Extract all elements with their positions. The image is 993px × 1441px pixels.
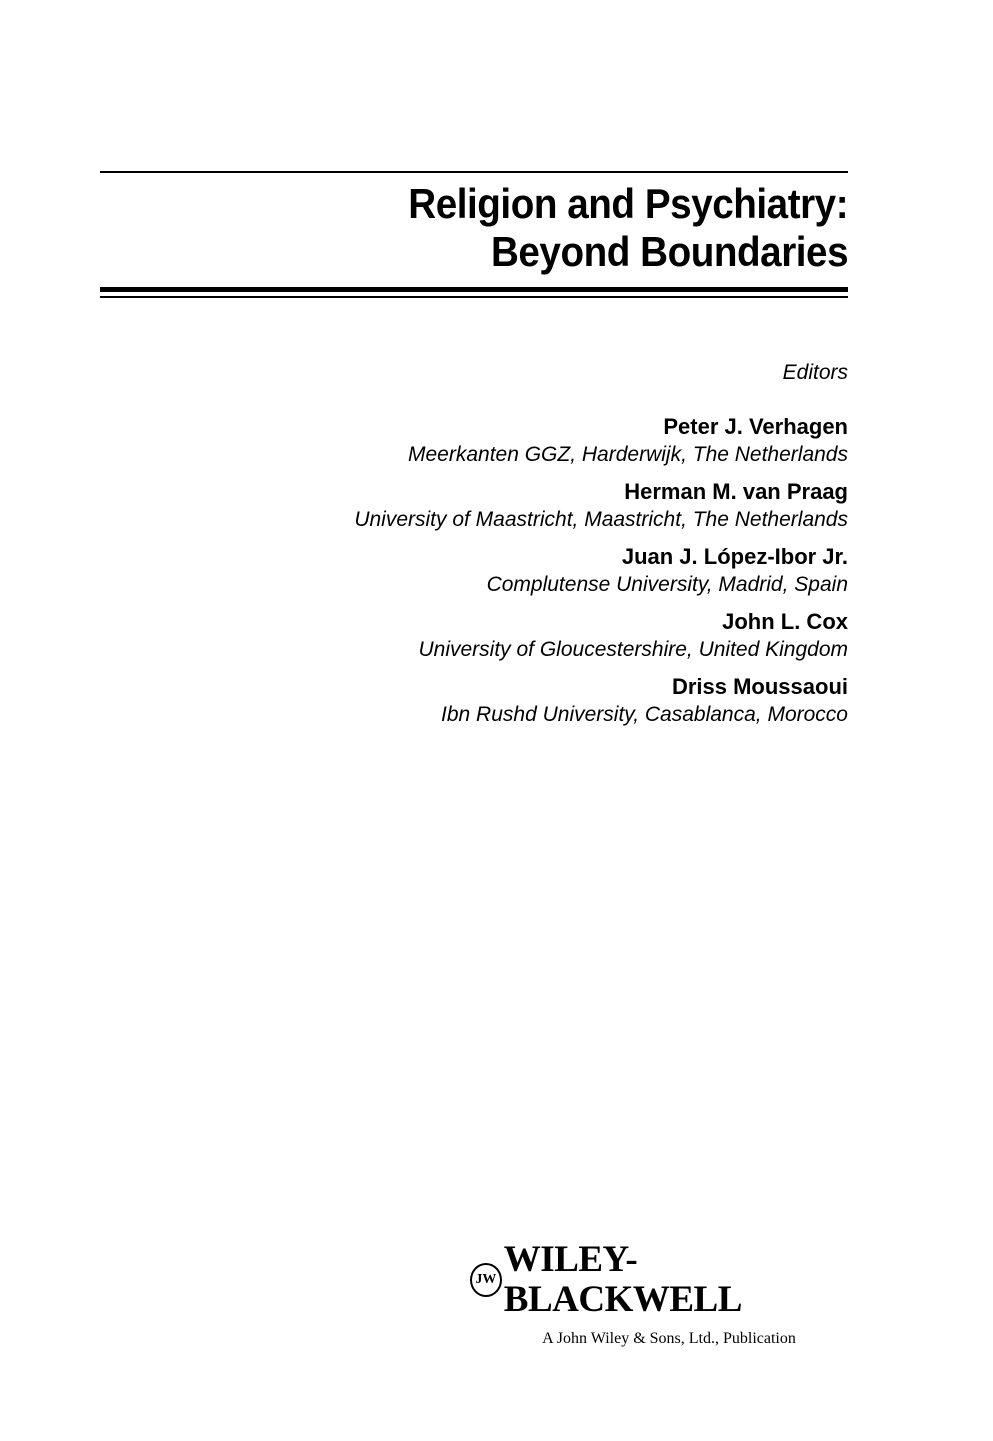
editor-entry (354, 477, 848, 534)
publisher-logo (470, 1240, 848, 1320)
thick-rule (100, 287, 848, 292)
top-rule (100, 171, 848, 173)
editor-name: Peter J. Verhagen (663, 414, 848, 439)
editor-name: Driss Moussaoui (671, 674, 848, 699)
editors-label: Editors (782, 361, 848, 384)
editor-entry (354, 412, 848, 469)
editor-affiliation: Ibn Rushd University, Casablanca, Morocco (441, 703, 848, 726)
editor-affiliation: University of Maastricht, Maastricht, The Netherlands (354, 508, 848, 531)
publisher-block (470, 1240, 848, 1348)
publisher-tagline: A John Wiley & Sons, Ltd., Publication (542, 1330, 796, 1347)
editor-name: Herman M. van Praag (624, 479, 848, 504)
thin-rule (100, 296, 848, 298)
editor-name: John L. Cox (722, 609, 848, 634)
book-title (408, 180, 848, 276)
editor-name: Juan J. López-Ibor Jr. (621, 544, 848, 569)
editor-affiliation: Complutense University, Madrid, Spain (486, 573, 848, 596)
editor-affiliation: Meerkanten GGZ, Harderwijk, The Netherlands (407, 443, 848, 466)
title-line-1: Religion and Psychiatry: (408, 180, 848, 227)
editor-entry (354, 672, 848, 729)
publisher-name: WILEY-BLACKWELL (503, 1239, 742, 1320)
title-line-2: Beyond Boundaries (490, 228, 848, 275)
wiley-logo-icon: JW (470, 1263, 502, 1297)
editor-affiliation: University of Gloucestershire, United Kingdom (418, 638, 848, 661)
editors-list (354, 412, 848, 737)
editor-entry (354, 607, 848, 664)
editor-entry (354, 542, 848, 599)
